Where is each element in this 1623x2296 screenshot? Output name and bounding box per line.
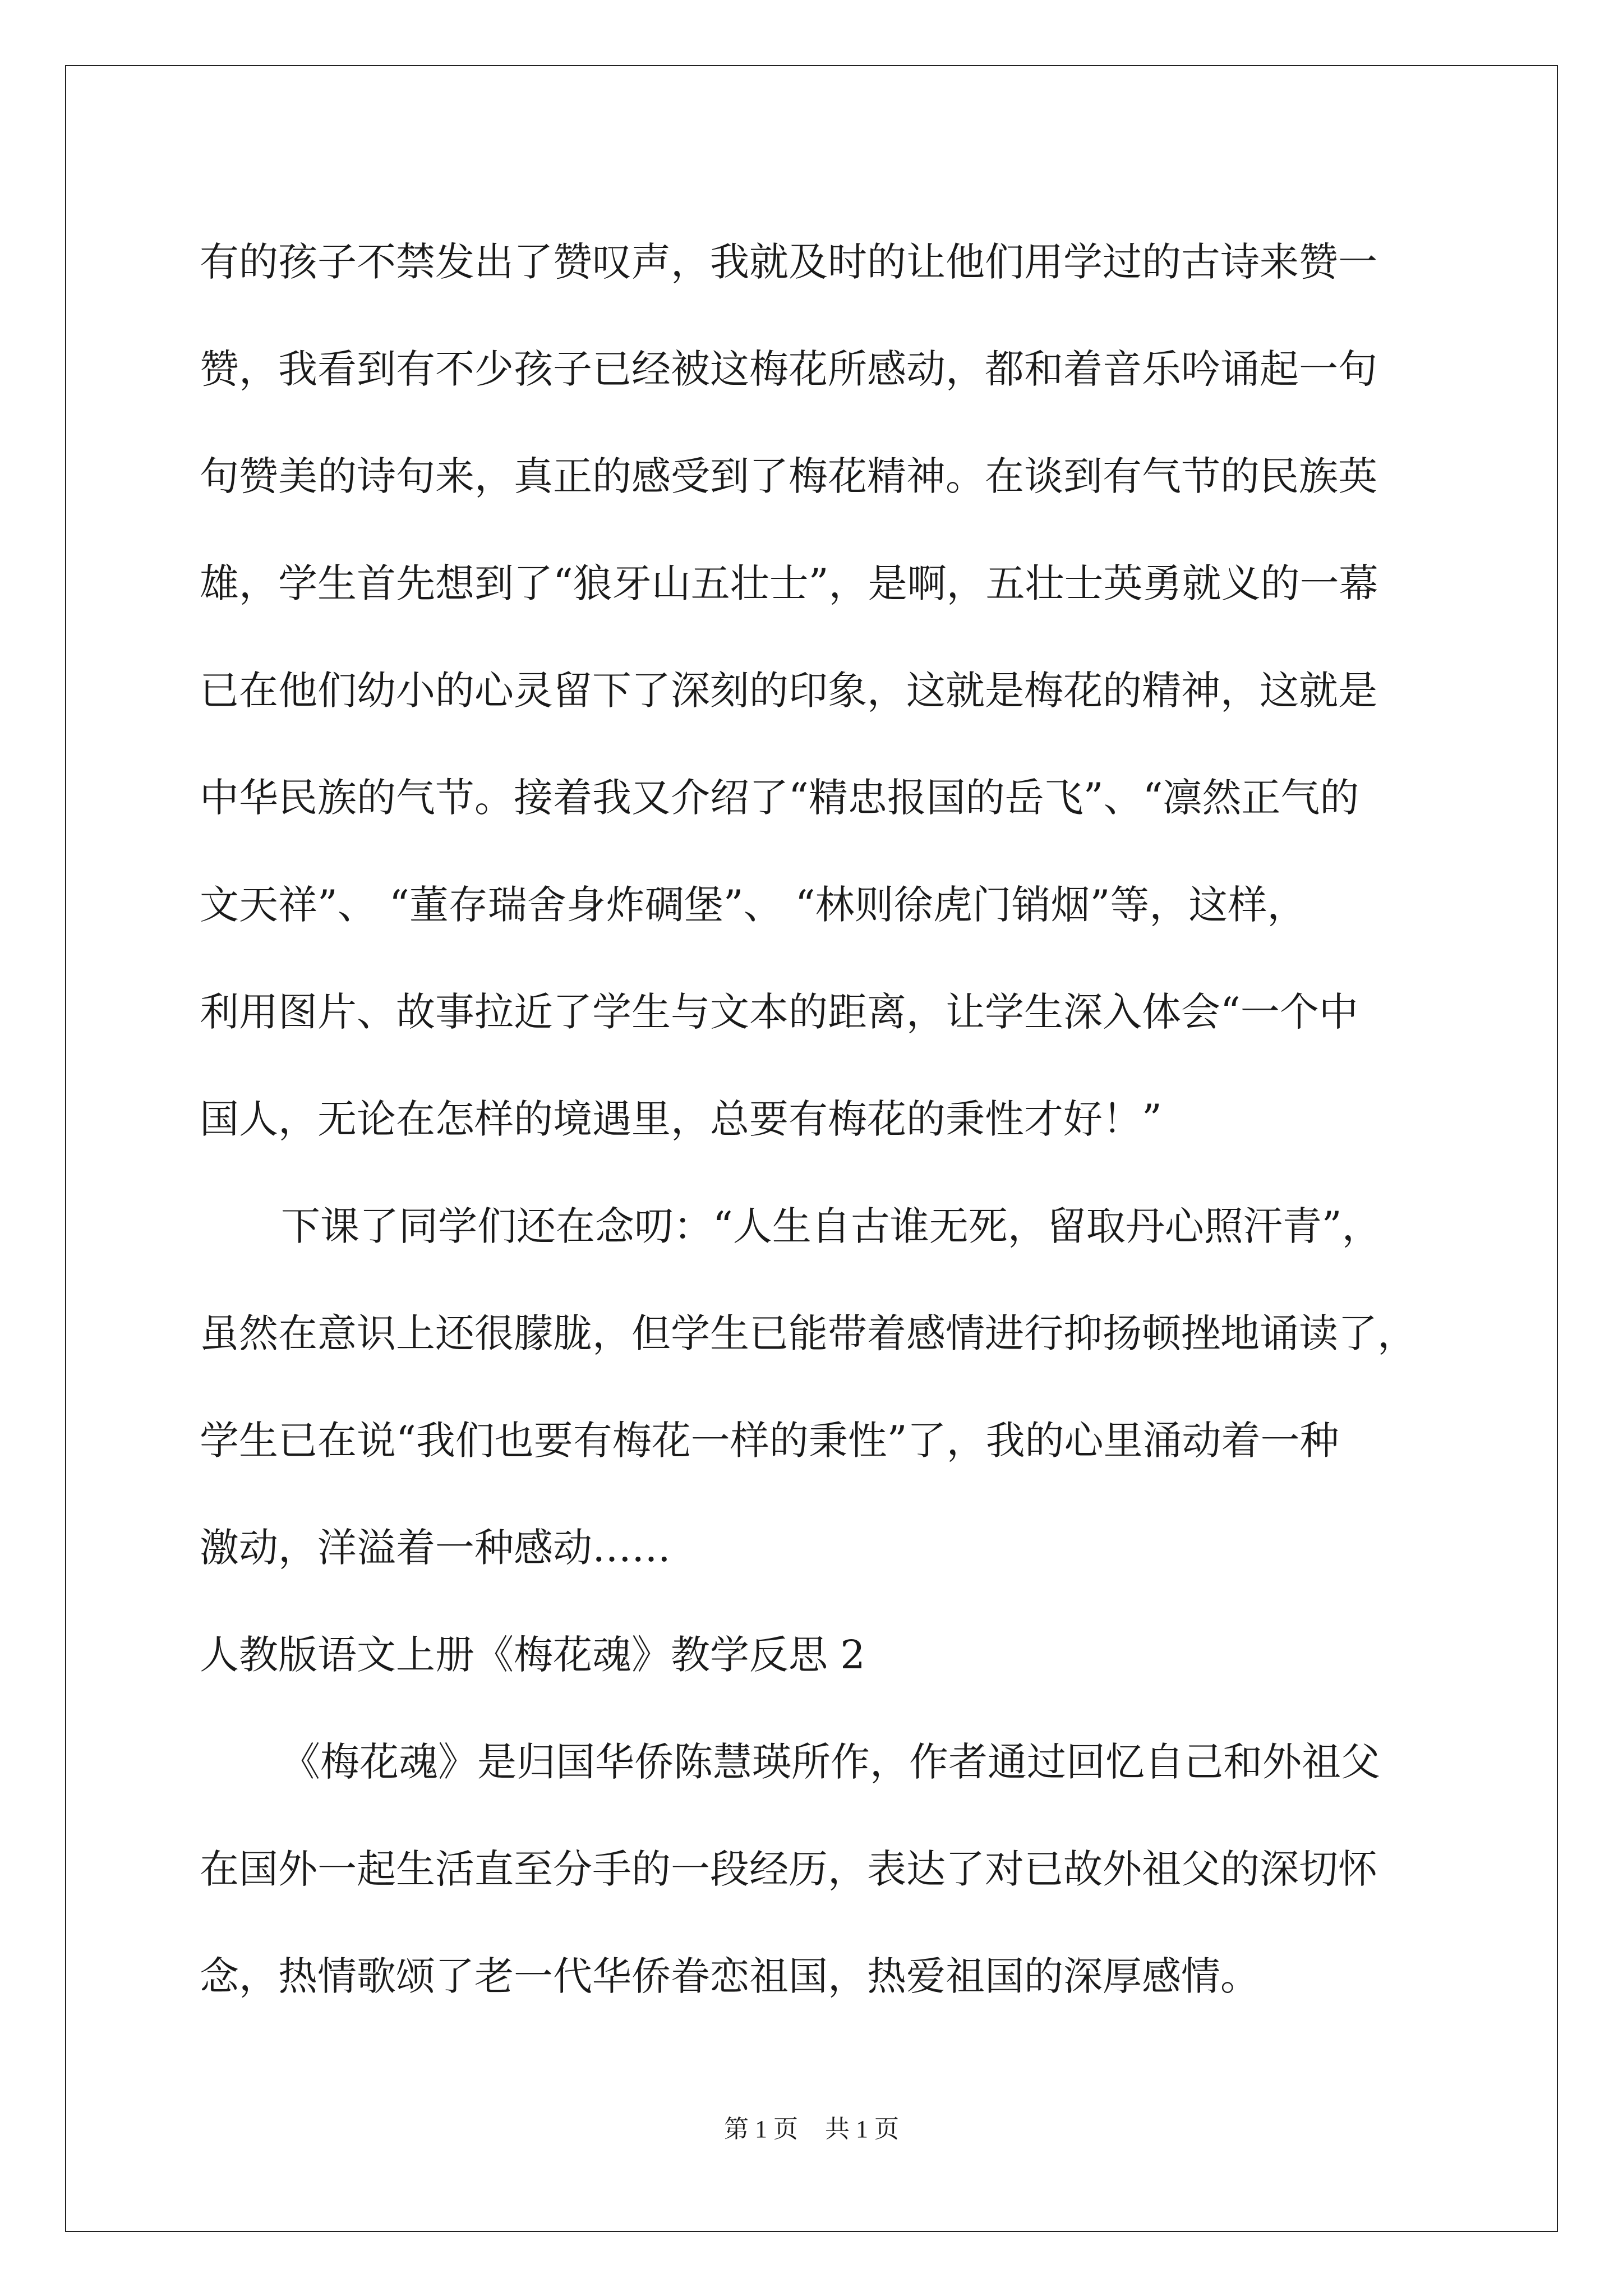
section-heading: 人教版语文上册《梅花魂》教学反思 2 — [200, 1632, 865, 1678]
text-line: 赞，我看到有不少孩子已经被这梅花所感动，都和着音乐吟诵起一句 — [200, 346, 1377, 392]
text-line: 国人，无论在怎样的境遇里，总要有梅花的秉性才好！” — [200, 1096, 1162, 1142]
page-number-current: 第 1 页 — [724, 2115, 798, 2143]
text-line: 激动，洋溢着一种感动…… — [200, 1525, 671, 1571]
text-line: 在国外一起生活直至分手的一段经历，表达了对已故外祖父的深切怀 — [200, 1846, 1377, 1892]
text-line: 有的孩子不禁发出了赞叹声，我就及时的让他们用学过的古诗来赞一 — [200, 239, 1377, 285]
paragraph-start-line: 下课了同学们还在念叨：“人生自古谁无死，留取丹心照汗青”， — [281, 1203, 1381, 1249]
text-line: 学生已在说“我们也要有梅花一样的秉性”了，我的心里涌动着一种 — [200, 1418, 1339, 1464]
text-line: 虽然在意识上还很朦胧，但学生已能带着感情进行抑扬顿挫地诵读了， — [200, 1310, 1417, 1356]
text-line: 文天祥”、 “董存瑞舍身炸碉堡”、 “林则徐虎门销烟”等，这样， — [200, 882, 1307, 928]
text-line: 念，热情歌颂了老一代华侨眷恋祖国，热爱祖国的深厚感情。 — [200, 1953, 1260, 1999]
page-number-total: 共 1 页 — [825, 2115, 899, 2143]
text-line: 句赞美的诗句来，真正的感受到了梅花精神。在谈到有气节的民族英 — [200, 453, 1377, 499]
document-body — [200, 209, 1428, 2030]
paragraph-start-line: 《梅花魂》是归国华侨陈慧瑛所作，作者通过回忆自己和外祖父 — [281, 1739, 1380, 1785]
text-line: 雄，学生首先想到了“狼牙山五壮士”，是啊，五壮士英勇就义的一幕 — [200, 560, 1378, 606]
text-line: 利用图片、故事拉近了学生与文本的距离，让学生深入体会“一个中 — [200, 989, 1358, 1035]
text-line: 中华民族的气节。接着我又介绍了“精忠报国的岳飞”、“凛然正气的 — [200, 775, 1359, 821]
page-footer — [0, 2113, 1623, 2146]
text-line: 已在他们幼小的心灵留下了深刻的印象，这就是梅花的精神，这就是 — [200, 668, 1377, 714]
